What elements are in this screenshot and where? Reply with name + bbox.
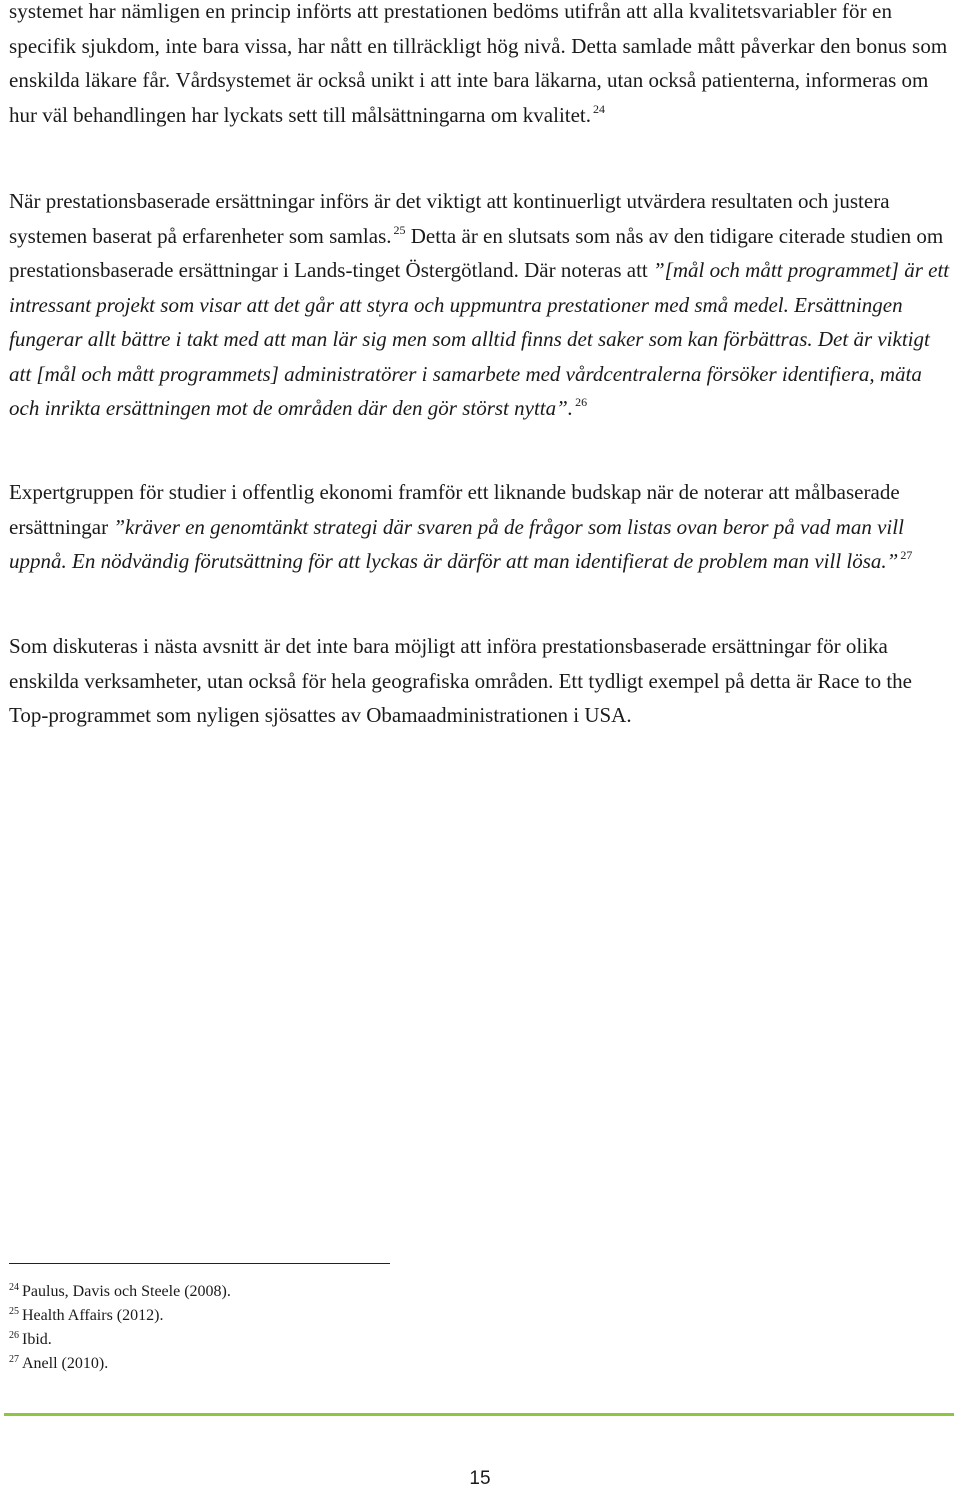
footnote-number: 25 bbox=[9, 1306, 19, 1317]
paragraph-1-text-a: systemet har nämligen en princip införts att prestationen bedöms utifrån att alla kvalitetsvariabler för en specifik sjukdom, inte bara vissa, har nått en tillräckligt hög nivå. Detta samlade mått påverkar den bonus som enskilda läkare får. bbox=[9, 0, 948, 92]
paragraph-2 bbox=[9, 184, 954, 426]
footnotes bbox=[9, 1280, 231, 1376]
paragraph-3 bbox=[9, 475, 954, 579]
accent-divider bbox=[4, 1413, 954, 1416]
footnote-text: Health Affairs (2012). bbox=[22, 1307, 164, 1324]
footnote-text: Paulus, Davis och Steele (2008). bbox=[22, 1283, 231, 1300]
footnote-text: Anell (2010). bbox=[22, 1355, 109, 1372]
footnote-ref-25: 25 bbox=[393, 222, 406, 237]
paragraph-1-text-b: Vårdsystemet är också unikt i att inte bara läkarna, utan också patienterna, informeras om hur väl behandlingen har lyckats sett till målsättningarna om kvalitet. bbox=[9, 68, 929, 127]
footnote-number: 27 bbox=[9, 1354, 19, 1365]
paragraph-4-text: Som diskuteras i nästa avsnitt är det inte bara möjligt att införa prestationsbaserade ersättningar för olika enskilda verksamheter, utan också för hela geografiska områden. Ett tydligt exempel på detta är Race to the Top-programmet som nyligen sjösattes av Obamaadministrationen i USA. bbox=[9, 634, 912, 727]
paragraph-2-quote: ”[mål och mått programmet] är ett intressant projekt som visar att det går att styra och uppmuntra prestationer med små medel. Ersättningen fungerar allt bättre i takt med att man lär sig men som alltid finns det saker som kan förbättras. Det är viktigt att [mål och mått programmets] administratörer i samarbete med vårdcentralerna försöker identifiera, mäta och inrikta ersättningen mot de områden där den gör störst nytta”. bbox=[9, 258, 950, 420]
paragraph-2-text-a: När prestationsbaserade ersättningar införs är det viktigt att kontinuerligt utvärdera resultaten och justera systemen baserat på erfarenheter som samlas. bbox=[9, 189, 890, 248]
footnote-27 bbox=[9, 1352, 231, 1376]
paragraph-2-text-b: Detta är en slutsats som nås av den tidigare citerade studien om prestationsbaserade ersättningar i Lands-tinget Östergötland. Där noteras att bbox=[9, 223, 944, 282]
footnote-24 bbox=[9, 1280, 231, 1304]
footnote-26 bbox=[9, 1328, 231, 1352]
footnote-divider bbox=[9, 1263, 390, 1264]
footnote-number: 26 bbox=[9, 1330, 19, 1341]
footnote-ref-27: 27 bbox=[900, 548, 913, 562]
paragraph-3-text-a: Expertgruppen för studier i offentlig ekonomi framför ett liknande budskap när de noterar att målbaserade ersättningar bbox=[9, 480, 900, 539]
paragraph-1 bbox=[9, 0, 954, 132]
footnote-text: Ibid. bbox=[22, 1331, 52, 1348]
footnote-ref-24: 24 bbox=[593, 101, 606, 116]
footnote-number: 24 bbox=[9, 1282, 19, 1293]
footnote-ref-26: 26 bbox=[575, 395, 588, 409]
footnote-25 bbox=[9, 1304, 231, 1328]
paragraph-3-quote: ”kräver en genomtänkt strategi där svaren på de frågor som listas ovan beror på vad man vill uppnå. En nödvändig förutsättning för att lyckas är därför att man identifierat de problem man vill lösa.” bbox=[9, 514, 904, 573]
page-number: 15 bbox=[469, 1468, 491, 1489]
paragraph-4 bbox=[9, 629, 954, 733]
